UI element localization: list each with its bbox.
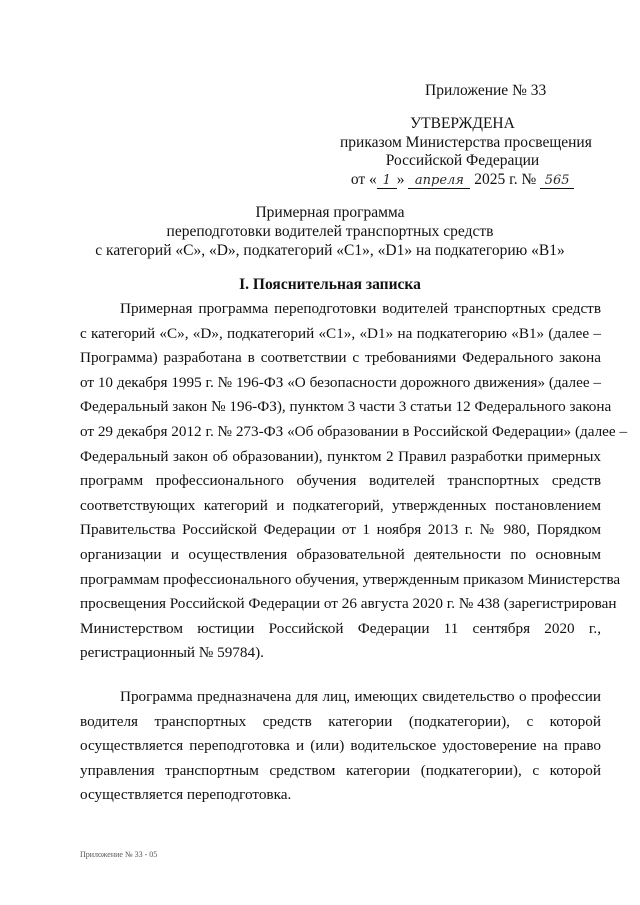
paragraph1-line: программ профессионального обучения водителей транспортных средств	[80, 472, 601, 490]
date-prefix: от «	[350, 170, 377, 188]
date-day-handwritten: 1	[377, 174, 397, 189]
paragraph1-line: Программа) разработана в соответствии с требованиями Федерального закона	[80, 349, 601, 367]
title-line-1: Примерная программа	[255, 204, 405, 221]
paragraph1-line: от 29 декабря 2012 г. № 273-ФЗ «Об образовании в Российской Федерации» (далее –	[80, 422, 628, 440]
approval-stamp: УТВЕРЖДЕНА	[410, 115, 515, 132]
order-issuer-line2: Российской Федерации	[385, 152, 540, 169]
order-issuer-line1: приказом Министерства просвещения	[340, 133, 592, 151]
paragraph2-line: управления транспортным средством категории (подкатегории), с которой	[80, 761, 601, 779]
paragraph1-line: с категорий «С», «D», подкатегорий «С1», «D1» на подкатегорию «В1» (далее –	[80, 324, 601, 342]
date-month-handwritten: апреля	[408, 174, 470, 189]
date-mid: »	[396, 170, 405, 188]
paragraph1-line: соответствующих категорий и подкатегорий, утвержденных постановлением	[80, 496, 601, 514]
section-heading: I. Пояснительная записка	[239, 276, 421, 293]
document-title	[60, 203, 600, 260]
page-footer: Приложение № 33 - 05	[80, 850, 158, 859]
order-number-handwritten: 565	[540, 174, 574, 189]
paragraph2-line: осуществляется переподготовка.	[80, 786, 292, 804]
paragraph1-line: просвещения Российской Федерации от 26 августа 2020 г. № 438 (зарегистрирован	[80, 595, 617, 613]
paragraph2-line: осуществляется переподготовка и (или) водительское удостоверение на право	[80, 737, 601, 755]
title-line-3: с категорий «С», «D», подкатегорий «С1», «D1» на подкатегорию «В1»	[95, 242, 565, 259]
approval-block	[340, 115, 592, 189]
paragraph2-line: Программа предназначена для лиц, имеющих свидетельство о профессии	[120, 687, 601, 705]
paragraph1-line: регистрационный № 59784).	[80, 644, 264, 662]
paragraph1-line: Правительства Российской Федерации от 1 ноября 2013 г. № 980, Порядком	[80, 521, 601, 539]
paragraph1-line: Примерная программа переподготовки водителей транспортных средств	[120, 300, 601, 317]
paragraph2-line: водителя транспортных средств категории (подкатегории), с которой	[80, 712, 601, 730]
date-suffix: 2025 г. №	[474, 170, 537, 188]
order-date-line	[340, 171, 585, 190]
paragraph-gap	[80, 666, 601, 685]
title-line-2: переподготовки водителей транспортных средств	[166, 223, 494, 240]
paragraph1-line: Министерством юстиции Российской Федерации 11 сентября 2020 г.,	[80, 619, 601, 637]
paragraph1-line: организации и осуществления образовательной деятельности по основным	[80, 545, 601, 563]
paragraph1-line: Федеральный закон № 196-ФЗ), пунктом 3 части 3 статьи 12 Федерального закона	[80, 398, 612, 416]
paragraph1-line: от 10 декабря 1995 г. № 196-ФЗ «О безопасности дорожного движения» (далее –	[80, 373, 601, 391]
paragraph1-line: программам профессионального обучения, утвержденным приказом Министерства	[80, 570, 621, 588]
body-text	[80, 297, 628, 808]
appendix-number: Приложение № 33	[425, 82, 547, 99]
paragraph1-line: Федеральный закон об образовании), пунктом 2 Правил разработки примерных	[80, 447, 601, 465]
